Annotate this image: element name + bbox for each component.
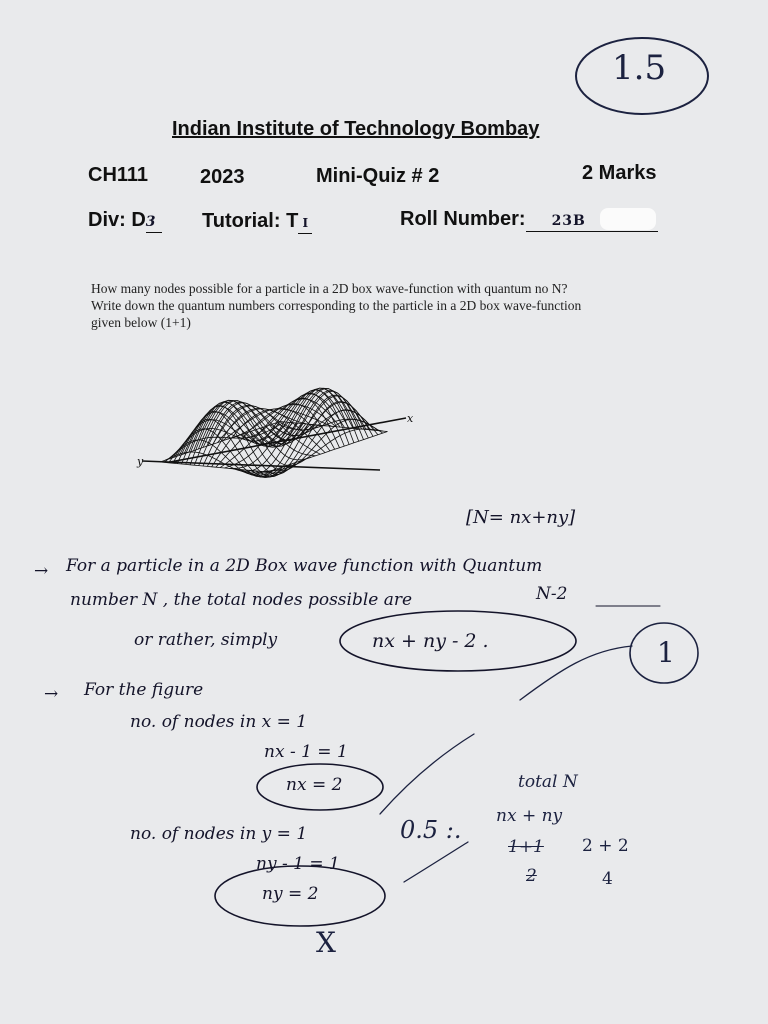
arrow-1: → (34, 561, 49, 581)
answer-line-3: or rather, simply (134, 630, 278, 650)
quiz-year: 2023 (200, 166, 245, 188)
formula-circle (340, 611, 576, 671)
figure-heading: For the figure (84, 680, 204, 700)
y-axis-label: y (137, 455, 144, 468)
score-circle (576, 38, 708, 114)
sum-result: 4 (602, 869, 613, 889)
y-nodes-line: no. of nodes in y = 1 (130, 824, 308, 844)
course-code: CH111 (88, 164, 149, 186)
question-line-2: Write down the quantum numbers corresponding to the particle in a 2D box wave-function (91, 298, 582, 313)
formula-bracket: [N= nx+ny] (466, 507, 576, 528)
answer-node-count: N-2 (536, 584, 568, 604)
division-value: 3 (146, 209, 162, 233)
connector-line-3 (404, 842, 468, 882)
crossed-out-value: 2 (526, 866, 537, 886)
y-equation: ny - 1 = 1 (256, 854, 340, 874)
x-result: nx = 2 (286, 775, 343, 795)
sum-expression: nx + ny (496, 806, 563, 826)
x-nodes-line: no. of nodes in x = 1 (130, 712, 308, 732)
tutorial-value: I (298, 210, 312, 234)
roll-number-label: Roll Number: (400, 208, 526, 230)
connector-line-2 (380, 734, 474, 814)
ny-circle (215, 866, 385, 926)
sum-values: 2 + 2 (582, 836, 629, 856)
quiz-name: Mini-Quiz # 2 (316, 165, 440, 187)
crossed-out-sum: 1+1 (508, 837, 544, 857)
total-score: 1.5 (612, 48, 667, 88)
connector-line-1 (520, 646, 632, 700)
nx-circle (257, 764, 383, 810)
roll-number-value: 23B (526, 208, 658, 232)
answer-formula-circled: nx + ny - 2 . (372, 630, 489, 652)
arrow-2: → (44, 684, 59, 704)
tutorial-label: Tutorial: T (202, 210, 299, 232)
y-result: ny = 2 (262, 884, 319, 904)
score-q1: 1 (657, 636, 675, 669)
question-line-1: How many nodes possible for a particle in a 2D box wave-function with quantum no N? (91, 281, 568, 296)
cross-mark: X (316, 926, 336, 959)
total-label: total N (518, 772, 578, 792)
x-axis-label: x (407, 412, 414, 425)
x-equation: nx - 1 = 1 (264, 742, 348, 762)
answer-line-2: number N , the total nodes possible are (70, 590, 413, 610)
question-line-3: given below (1+1) (91, 315, 191, 330)
score-q2-note: 0.5 :. (400, 816, 462, 844)
q1-score-circle (630, 623, 698, 683)
answer-line-1: For a particle in a 2D Box wave function with Quantum (66, 556, 543, 576)
institute-title: Indian Institute of Technology Bombay (172, 118, 540, 140)
quiz-marks: 2 Marks (582, 162, 657, 184)
division-label: Div: D (88, 209, 146, 231)
